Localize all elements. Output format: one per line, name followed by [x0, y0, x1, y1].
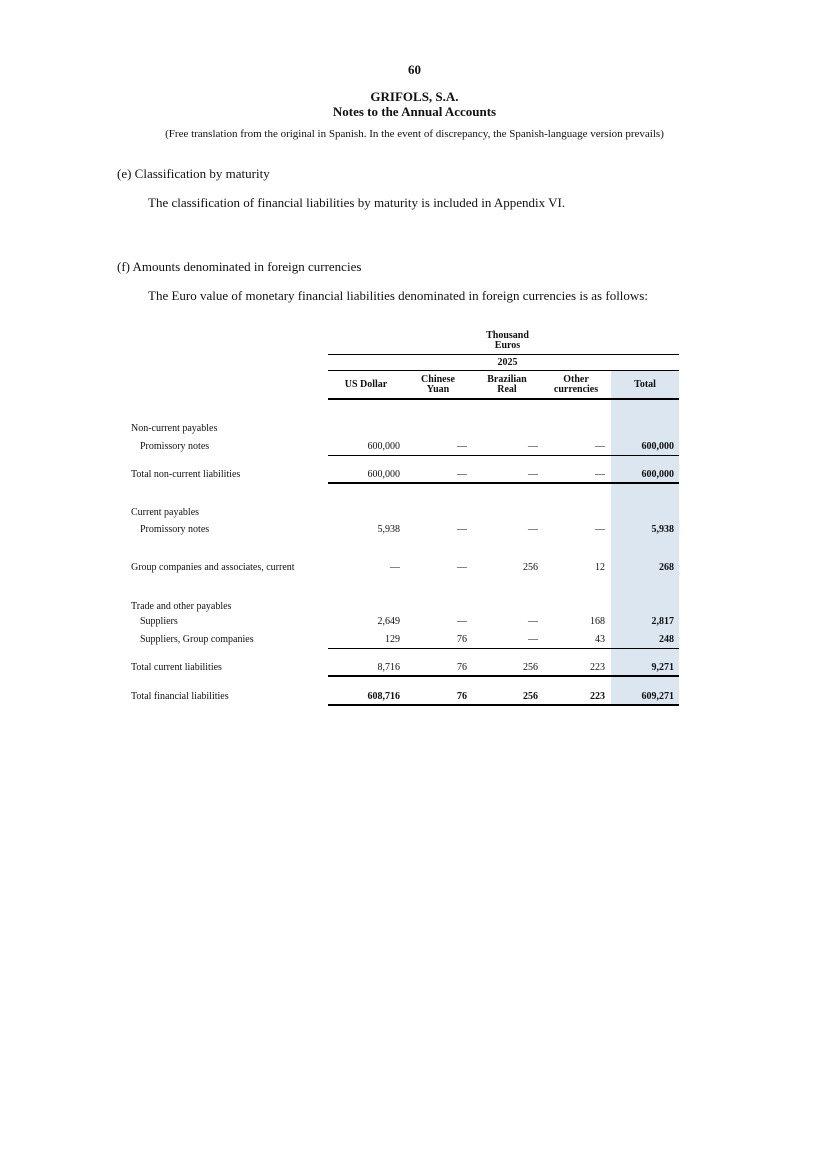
cell: — [528, 441, 538, 452]
column-header-us-dollar: US Dollar [344, 379, 388, 390]
cell: 248 [659, 634, 674, 645]
section-e-text: The classification of financial liabilities by maturity is included in Appendix VI. [148, 195, 566, 210]
cell: 600,000 [641, 469, 674, 480]
cell: — [390, 562, 400, 573]
cell: — [528, 616, 538, 627]
header-rule-bottom [328, 398, 679, 400]
cell: 168 [590, 616, 605, 627]
cell: 8,716 [377, 662, 400, 673]
cell: 608,716 [367, 691, 400, 702]
cell: 76 [457, 634, 467, 645]
page-number: 60 [408, 62, 421, 77]
row-label: Promissory notes [140, 441, 210, 452]
cell: 12 [595, 562, 605, 573]
cell: — [595, 469, 605, 480]
subtotal-rule [328, 648, 679, 649]
subtotal-rule [328, 455, 679, 456]
cell: — [528, 634, 538, 645]
row-label: Current payables [131, 507, 200, 518]
cell: 76 [457, 691, 467, 702]
total-rule [328, 482, 679, 484]
cell: — [595, 441, 605, 452]
row-label: Promissory notes [140, 524, 210, 535]
unit-line-2: Euros [494, 340, 521, 351]
section-f-text: The Euro value of monetary financial liabilities denominated in foreign currencies is as follows: [148, 288, 648, 303]
cell: 43 [595, 634, 605, 645]
row-label: Suppliers [140, 616, 178, 627]
cell: — [457, 441, 467, 452]
cell: 2,649 [377, 616, 400, 627]
cell: 223 [590, 662, 605, 673]
cell: 600,000 [367, 441, 400, 452]
cell: 129 [385, 634, 400, 645]
grand-total-rule [328, 704, 679, 706]
unit-line-1: Thousand [486, 330, 529, 341]
cell: — [457, 469, 467, 480]
translation-note: (Free translation from the original in Spanish. In the event of discrepancy, the Spanish-language version prevails) [165, 128, 664, 140]
cell: — [457, 524, 467, 535]
row-label: Suppliers, Group companies [140, 634, 254, 645]
column-header-total: Total [634, 379, 656, 390]
row-label: Trade and other payables [131, 601, 232, 612]
row-label: Non-current payables [131, 423, 218, 434]
row-label: Total non-current liabilities [131, 469, 241, 480]
cell: 609,271 [641, 691, 674, 702]
cell: 223 [590, 691, 605, 702]
section-f-heading: (f) Amounts denominated in foreign currencies [117, 259, 362, 274]
cell: 600,000 [641, 441, 674, 452]
cell: 9,271 [651, 662, 674, 673]
column-header-brazilian-real: Brazilian Real [487, 374, 527, 395]
cell: — [528, 524, 538, 535]
column-header-chinese-yuan: Chinese Yuan [421, 374, 455, 395]
header-rule-year [328, 370, 679, 371]
document-subtitle: Notes to the Annual Accounts [332, 104, 497, 119]
cell: — [595, 524, 605, 535]
cell: 268 [659, 562, 674, 573]
cell: — [457, 562, 467, 573]
cell: 600,000 [367, 469, 400, 480]
total-rule [328, 675, 679, 677]
unit-header [470, 331, 545, 351]
header-rule-top [328, 354, 679, 355]
row-label: Group companies and associates, current [131, 562, 295, 573]
cell: 5,938 [651, 524, 674, 535]
cell: — [457, 616, 467, 627]
section-e-heading: (e) Classification by maturity [117, 166, 270, 181]
cell: 256 [523, 691, 538, 702]
row-label: Total current liabilities [131, 662, 222, 673]
cell: 5,938 [377, 524, 400, 535]
row-label: Total financial liabilities [131, 691, 229, 702]
total-column-shading [611, 371, 679, 706]
cell: 76 [457, 662, 467, 673]
cell: — [528, 469, 538, 480]
cell: 256 [523, 562, 538, 573]
cell: 2,817 [651, 616, 674, 627]
company-name: GRIFOLS, S.A. [370, 89, 459, 104]
year-header: 2025 [497, 357, 518, 368]
cell: 256 [523, 662, 538, 673]
column-header-other-currencies: Other currencies [553, 374, 599, 395]
